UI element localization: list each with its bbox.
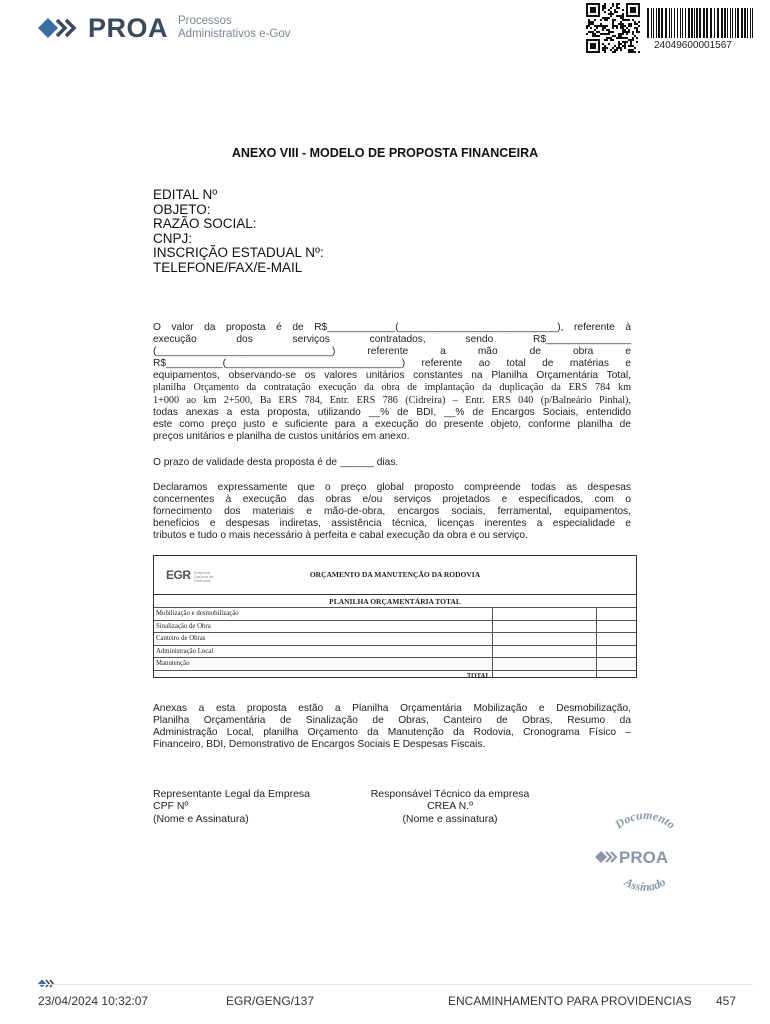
svg-text:PROA: PROA bbox=[619, 848, 669, 867]
document-title: ANEXO VIII - MODELO DE PROPOSTA FINANCEIRA bbox=[231, 146, 539, 160]
footer-code: EGR/GENG/137 bbox=[226, 994, 315, 1008]
footer-page-number: 457 bbox=[716, 994, 737, 1008]
logo-wordmark: PROA bbox=[88, 12, 169, 43]
field-telefone: TELEFONE/FAX/E-MAIL bbox=[153, 259, 303, 275]
svg-text:Assinado: Assinado bbox=[622, 874, 668, 894]
budget-table-title: ORÇAMENTO DA MANUTENÇÃO DA RODOVIA bbox=[309, 570, 481, 579]
egr-logo: EGR bbox=[166, 568, 191, 582]
svg-text:Documento: Documento bbox=[612, 807, 679, 832]
footer-datetime: 23/04/2024 10:32:07 bbox=[38, 994, 149, 1008]
table-row-total: TOTAL bbox=[154, 670, 636, 683]
signature-technical-manager: Responsável Técnico da empresa CREA N.º (Nome e assinatura) bbox=[370, 788, 530, 825]
budget-table bbox=[153, 555, 637, 678]
table-column-divider bbox=[596, 607, 597, 677]
budget-table-body bbox=[154, 607, 636, 683]
header-fields bbox=[153, 188, 324, 276]
proa-chevron-icon bbox=[38, 17, 84, 39]
table-row: Mobilização e desmobilização bbox=[154, 607, 636, 620]
field-razao-social: RAZÃO SOCIAL: bbox=[153, 216, 257, 232]
barcode-number: 24049600001567 bbox=[654, 40, 732, 51]
declaration-paragraph: Declaramos expressamente que o preço global proposto compreende todas as despesas concernentes à execução das obras e/ou serviços projetados e especificados, com o fornecimento dos materiais e mão-de-obra, encargos sociais, ferramental, equipamentos, benefícios e despesas indiretas, assistência técnica, licenças inerentes a especialidade e tributos e tudo o mais necessário à perfeita e cabal execução da obra e ou serviço. bbox=[153, 482, 631, 542]
logo-subtitle: Processos Administrativos e-Gov bbox=[178, 15, 291, 40]
budget-table-subtitle: PLANILHA ORÇAMENTÁRIA TOTAL bbox=[329, 597, 461, 606]
table-row: Canteiro de Obras bbox=[154, 632, 636, 645]
table-column-divider bbox=[492, 607, 493, 677]
field-edital: EDITAL Nº bbox=[153, 187, 218, 202]
field-inscricao-estadual: INSCRIÇÃO ESTADUAL Nº: bbox=[153, 245, 324, 261]
budget-table-header bbox=[154, 556, 636, 595]
table-row: Sinalização de Obra bbox=[154, 620, 636, 633]
barcode bbox=[647, 8, 755, 38]
footer-status: ENCAMINHAMENTO PARA PROVIDENCIAS bbox=[448, 994, 692, 1008]
egr-logo-caption: Empresa Gaúcha de Rodovias bbox=[194, 570, 214, 583]
qr-code bbox=[586, 3, 640, 53]
field-cnpj: CNPJ: bbox=[153, 230, 193, 246]
signature-legal-representative: Representante Legal da Empresa CPF Nº (Nome e Assinatura) bbox=[153, 788, 311, 825]
field-objeto: OBJETO: bbox=[153, 201, 211, 217]
table-row: Manutenção bbox=[154, 657, 636, 670]
signed-document-stamp bbox=[595, 805, 695, 905]
validity-paragraph: O prazo de validade desta proposta é de ______ dias. bbox=[153, 457, 399, 468]
footer-divider bbox=[38, 984, 753, 985]
annexes-paragraph: Anexas a esta proposta estão a Planilha Orçamentária Mobilização e Desmobilização, Planilha Orçamentária de Sinalização de Obras, Canteiro de Obras, Resumo da Administração Local, planilha Orçamento da Manutenção da Rodovia, Cronograma Físico – Financeiro, BDI, Demonstrativo de Encargos Sociais E Despesas Fiscais. bbox=[153, 703, 631, 751]
proa-logo bbox=[38, 10, 291, 46]
proposal-value-paragraph: O valor da proposta é de R$____________(____________________________), referente à execução dos serviços contratados, sendo R$_______________ (_______________________________) referente a mão de obra e R$__________(_______________________________) referente ao total de matérias e equipamentos, observando-se os valores unitários constantes na Planilha Orçamentária Total, planilha Orçamento da contratação execução da obra de implantação da duplicação da ERS 784 km 1+000 ao km 2+500, Ba ERS 784, Entr. ERS 786 (Cidreira) – Entr. ERS 040 (p/Balneário Pinhal), todas anexas a esta proposta, utilizando __% de BDI, __% de Encargos Sociais, entendido este como preço justo e suficiente para a execução do presente objeto, conforme planilha de preços unitários e planilha de custos unitários em anexo. bbox=[153, 322, 631, 442]
table-row: Administração Local bbox=[154, 645, 636, 658]
